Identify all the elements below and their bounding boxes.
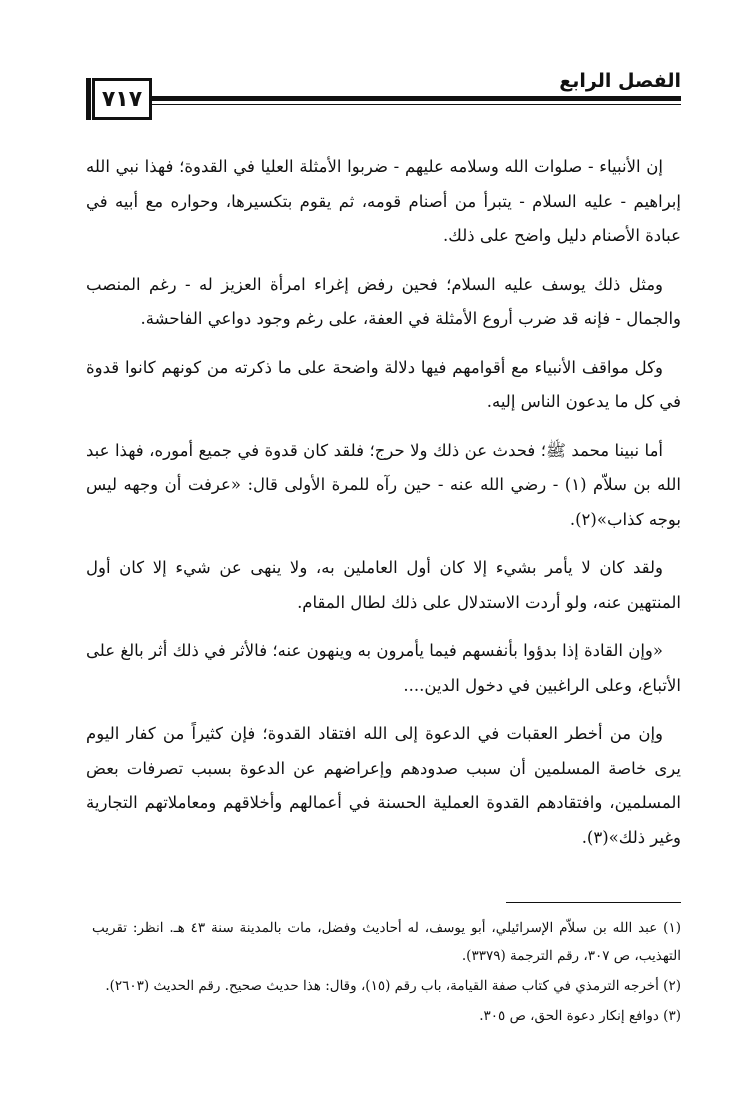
- paragraph: وكل مواقف الأنبياء مع أقوامهم فيها دلالة واضحة على ما ذكرته من كونهم كانوا قدوة في كل ما يدعون الناس إليه.: [86, 357, 681, 411]
- footnote: (٢) أخرجه الترمذي في كتاب صفة القيامة، باب رقم (١٥)، وقال: هذا حديث صحيح. رقم الحديث (٢٦٠٣).: [105, 978, 681, 994]
- page-header: [0, 0, 755, 140]
- chapter-title: الفصل الرابع: [559, 70, 681, 92]
- footnotes: [92, 914, 681, 1032]
- paragraph: ومثل ذلك يوسف عليه السلام؛ فحين رفض إغراء امرأة العزيز له - رغم المنصب والجمال - فإنه قد ضرب أروع الأمثلة في العفة، على رغم وجود دواعي الفاحشة.: [86, 274, 681, 328]
- paragraph: ولقد كان لا يأمر بشيء إلا كان أول العاملين به، ولا ينهى عن شيء إلا كان أول المنتهين عنه، ولو أردت الاستدلال على ذلك لطال المقام.: [86, 558, 681, 612]
- paragraph: «وإن القادة إذا بدؤوا بأنفسهم فيما يأمرون به وينهون عنه؛ فالأثر في ذلك أثر بالغ على الأتباع، وعلى الراغبين في دخول الدين....: [86, 641, 681, 695]
- footnote: (١) عبد الله بن سلاّم الإسرائيلي، أبو يوسف، له أحاديث وفضل، مات بالمدينة سنة ٤٣ هـ. انظر: تقريب التهذيب، ص ٣٠٧، رقم الترجمة (٣٣٧٩).: [92, 920, 681, 964]
- footnote-separator: [506, 902, 681, 903]
- header-rule-thin: [150, 104, 681, 105]
- footnote: (٣) دوافع إنكار دعوة الحق، ص ٣٠٥.: [479, 1008, 681, 1024]
- paragraph: إن الأنبياء - صلوات الله وسلامه عليهم - ضربوا الأمثلة العليا في القدوة؛ فهذا نبي الله إبراهيم - عليه السلام - يتبرأ من أصنام قومه، ثم يقوم بتكسيرها، وحواره مع أبيه في عبادة الأصنام دليل واضح على ذلك.: [86, 157, 681, 245]
- header-rule: [150, 96, 681, 101]
- paragraph: أما نبينا محمد ﷺ؛ فحدث عن ذلك ولا حرج؛ فلقد كان قدوة في جميع أموره، فهذا عبد الله بن سلاّم (١) - رضي الله عنه - حين رآه للمرة الأولى قال: «عرفت أن وجهه ليس بوجه كذاب»(٢).: [86, 440, 681, 529]
- main-text: [86, 150, 681, 869]
- paragraph: وإن من أخطر العقبات في الدعوة إلى الله افتقاد القدوة؛ فإن كثيراً من كفار اليوم يرى خاصة المسلمين أن سبب صدودهم وإعراضهم عن الدعوة بسبب تصرفات بعض المسلمين، وافتقادهم القدوة العملية الحسنة في أعمالهم وأخلاقهم ومعاملاتهم التجارية وغير ذلك»(٣).: [86, 724, 681, 847]
- page-number: ٧١٧: [92, 78, 152, 120]
